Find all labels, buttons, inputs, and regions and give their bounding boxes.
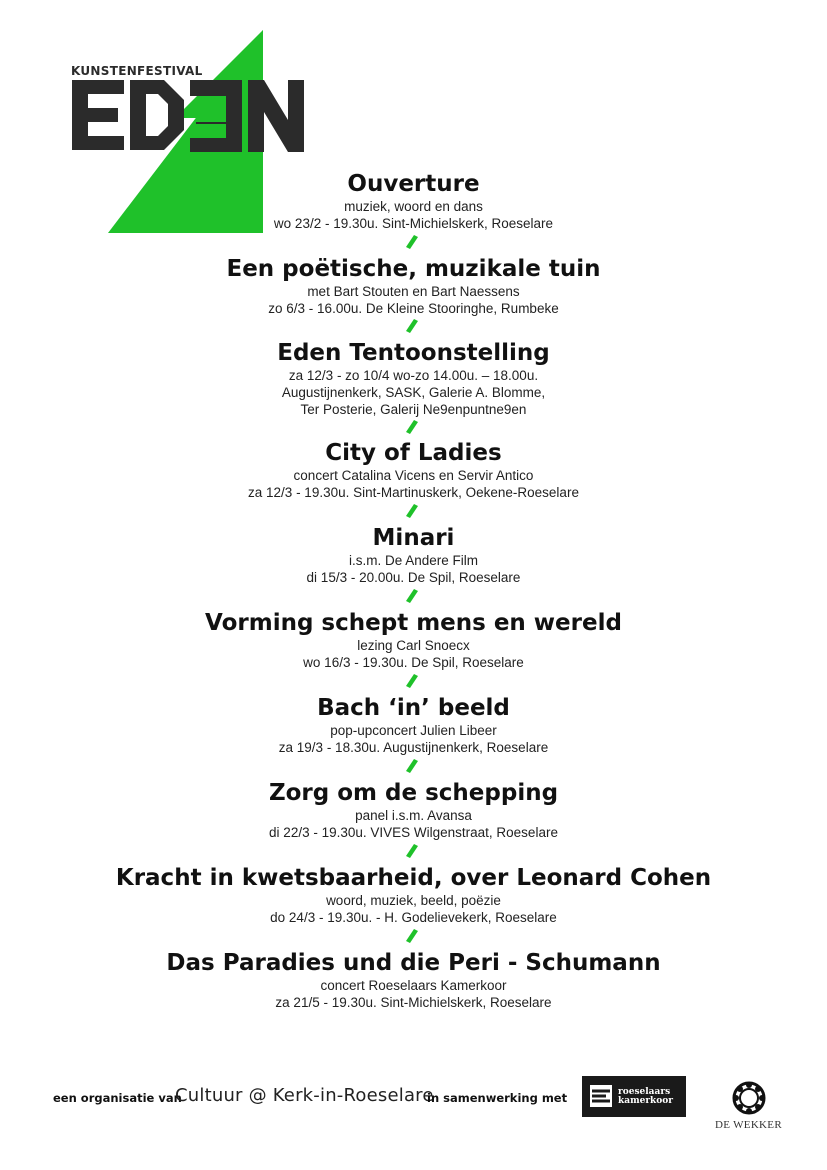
green-slash-separator bbox=[406, 420, 418, 434]
kamerkoor-line1: roeselaars bbox=[618, 1087, 671, 1097]
event-poetische-tuin bbox=[0, 255, 827, 317]
event-date-location: wo 23/2 - 19.30u. Sint-Michielskerk, Roeselare bbox=[273, 216, 554, 231]
event-description: concert Catalina Vicens en Servir Antico bbox=[293, 468, 534, 483]
event-date-location: za 19/3 - 18.30u. Augustijnenkerk, Roeselare bbox=[278, 740, 549, 755]
event-date-location: wo 16/3 - 19.30u. De Spil, Roeselare bbox=[303, 655, 524, 670]
event-title: Kracht in kwetsbaarheid, over Leonard Cohen bbox=[115, 865, 712, 891]
event-title: Een poëtische, muzikale tuin bbox=[226, 256, 601, 282]
event-locations: Augustijnenkerk, SASK, Galerie A. Blomme, bbox=[281, 385, 546, 400]
event-title: City of Ladies bbox=[325, 440, 502, 466]
event-tentoonstelling bbox=[0, 339, 827, 418]
event-date-location: zo 6/3 - 16.00u. De Kleine Stooringhe, Rumbeke bbox=[268, 301, 559, 316]
green-slash-separator bbox=[406, 844, 418, 858]
event-vorming bbox=[0, 609, 827, 671]
green-slash-separator bbox=[406, 759, 418, 773]
event-date-location: di 22/3 - 19.30u. VIVES Wilgenstraat, Roeselare bbox=[269, 825, 558, 840]
event-locations: Ter Posterie, Galerij Ne9enpuntne9en bbox=[300, 402, 527, 417]
green-slash-separator bbox=[406, 589, 418, 603]
event-title: Eden Tentoonstelling bbox=[277, 340, 550, 366]
green-slash-separator bbox=[406, 929, 418, 943]
organisation-logo: Cultuur @ Kerk-in-Roeselare bbox=[175, 1085, 434, 1106]
roeselaars-kamerkoor-logo bbox=[582, 1076, 686, 1117]
event-bach-in-beeld bbox=[0, 694, 827, 756]
event-title: Das Paradies und die Peri - Schumann bbox=[166, 950, 661, 976]
event-description: pop-upconcert Julien Libeer bbox=[330, 723, 497, 738]
event-title: Minari bbox=[372, 525, 455, 551]
event-description: lezing Carl Snoecx bbox=[357, 638, 470, 653]
logo-wordmark bbox=[70, 78, 310, 158]
event-date-location: za 21/5 - 19.30u. Sint-Michielskerk, Roeselare bbox=[275, 995, 552, 1010]
event-description: panel i.s.m. Avansa bbox=[355, 808, 472, 823]
event-city-of-ladies bbox=[0, 439, 827, 501]
event-date-location: di 15/3 - 20.00u. De Spil, Roeselare bbox=[306, 570, 521, 585]
green-slash-separator bbox=[406, 235, 418, 249]
kamerkoor-wordmark bbox=[618, 1088, 673, 1106]
cooperation-label: in samenwerking met bbox=[427, 1091, 568, 1105]
event-minari bbox=[0, 524, 827, 586]
de-wekker-emblem-icon bbox=[731, 1080, 767, 1116]
event-description: muziek, woord en dans bbox=[344, 199, 483, 214]
event-description: i.s.m. De Andere Film bbox=[348, 553, 479, 568]
green-slash-separator bbox=[406, 504, 418, 518]
event-leonard-cohen bbox=[0, 864, 827, 926]
footer bbox=[0, 1070, 827, 1140]
event-description: met Bart Stouten en Bart Naessens bbox=[307, 284, 520, 299]
event-description: concert Roeselaars Kamerkoor bbox=[320, 978, 507, 993]
event-date-location: za 12/3 - 19.30u. Sint-Martinuskerk, Oekene-Roeselare bbox=[248, 485, 579, 500]
green-slash-separator bbox=[406, 319, 418, 333]
event-title: Bach ‘in’ beeld bbox=[317, 695, 510, 721]
event-title: Zorg om de schepping bbox=[268, 780, 559, 806]
event-description: woord, muziek, beeld, poëzie bbox=[326, 893, 501, 908]
kamerkoor-emblem-icon bbox=[590, 1085, 612, 1107]
green-slash-separator bbox=[406, 674, 418, 688]
event-title: Vorming schept mens en wereld bbox=[205, 610, 622, 636]
event-title: Ouverture bbox=[347, 171, 480, 197]
logo-overline: KUNSTENFESTIVAL bbox=[71, 64, 203, 78]
event-dates: za 12/3 - zo 10/4 wo-zo 14.00u. – 18.00u. bbox=[288, 368, 539, 383]
event-zorg-om-de-schepping bbox=[0, 779, 827, 841]
event-date-location: do 24/3 - 19.30u. - H. Godelievekerk, Roeselare bbox=[270, 910, 557, 925]
organisation-label: een organisatie van bbox=[53, 1091, 182, 1105]
event-paradies-peri bbox=[0, 949, 827, 1011]
de-wekker-name: DE WEKKER bbox=[715, 1119, 782, 1131]
event-ouverture bbox=[0, 170, 827, 232]
kamerkoor-line2: kamerkoor bbox=[618, 1096, 674, 1106]
